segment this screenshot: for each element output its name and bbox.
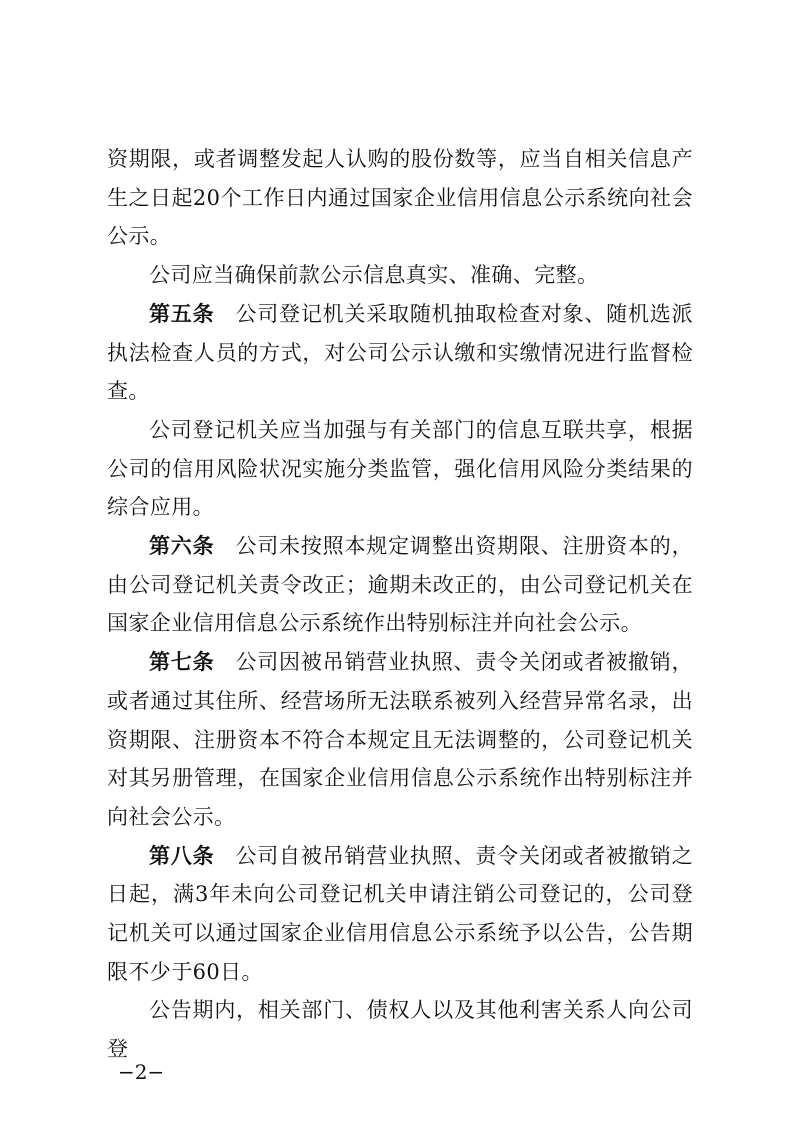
article-text: 公司未按照本规定调整出资期限、注册资本的，由公司登记机关责令改正；逾期未改正的，由公司登记机关在国家企业信用信息公示系统作出特别标注并向社会公示。 <box>107 534 694 636</box>
page-number: −2− <box>118 1060 165 1084</box>
paragraph-text: 公司应当确保前款公示信息真实、准确、完整。 <box>149 263 599 288</box>
paragraph-text: 公告期内，相关部门、债权人以及其他利害关系人向公司登 <box>107 998 693 1062</box>
article-number: 第八条 <box>149 843 215 868</box>
article-text: 公司因被吊销营业执照、责令关闭或者被撤销，或者通过其住所、经营场所无法联系被列入经营异常名录，出资期限、注册资本不符合本规定且无法调整的，公司登记机关对其另册管理，在国家企业信用信息公示系统作出特别标注并向社会公示。 <box>107 650 694 829</box>
paragraph-text: 公司登记机关应当加强与有关部门的信息互联共享，根据公司的信用风险状况实施分类监管，强化信用风险分类结果的综合应用。 <box>107 417 693 520</box>
article-number: 第七条 <box>149 650 215 675</box>
article-five <box>107 295 693 411</box>
article-text: 公司自被吊销营业执照、责令关闭或者被撤销之日起，满3年未向公司登记机关申请注销公司登记的，公司登记机关可以通过国家企业信用信息公示系统予以公告，公告期限不少于60日。 <box>107 843 694 984</box>
paragraph-continuation <box>107 140 693 256</box>
article-text: 公司登记机关采取随机抽取检查对象、随机选派执法检查人员的方式，对公司公示认缴和实缴情况进行监督检查。 <box>107 301 694 404</box>
article-eight <box>107 837 693 992</box>
article-number: 第六条 <box>149 534 215 559</box>
article-seven <box>107 643 693 837</box>
paragraph-information-sharing <box>107 411 693 527</box>
paragraph-announcement-period <box>107 991 693 1068</box>
paragraph-text: 资期限，或者调整发起人认购的股份数等，应当自相关信息产生之日起20个工作日内通过国家企业信用信息公示系统向社会公示。 <box>107 147 693 249</box>
article-six <box>107 527 693 643</box>
article-number: 第五条 <box>149 301 215 326</box>
document-body <box>107 140 693 1069</box>
paragraph-disclosure-accuracy <box>107 256 693 295</box>
